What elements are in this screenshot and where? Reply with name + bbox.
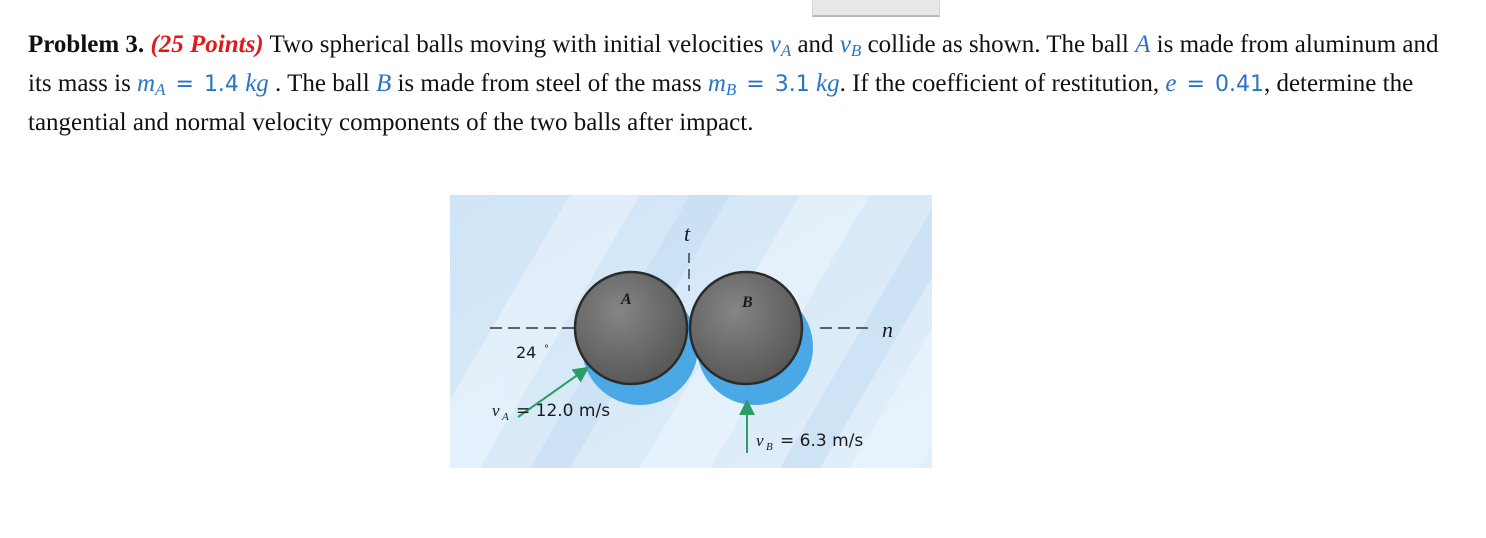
problem-statement <box>28 28 1468 139</box>
svg-text:v: v <box>492 401 500 420</box>
browser-tab-edge <box>812 0 940 17</box>
var-vb: $v_B$ <box>839 31 862 60</box>
equals-e: = <box>1186 72 1205 97</box>
problem-text-5: is made from steel of the mass <box>397 70 702 97</box>
equals-ma: = <box>175 72 194 97</box>
svg-text:= 12.0 m/s: = 12.0 m/s <box>516 401 611 421</box>
mass-a-value: 1.4 <box>203 72 239 97</box>
ball-a <box>575 272 687 384</box>
unit-kg-a: kg <box>245 70 269 97</box>
ball-a-ref: A <box>1135 31 1151 58</box>
ball-b <box>690 272 802 384</box>
svg-text:= 6.3 m/s: = 6.3 m/s <box>780 431 864 451</box>
problem-text-2: collide as shown. The ball <box>867 31 1129 58</box>
ball-b-label: B <box>742 294 753 311</box>
problem-label: Problem 3. <box>28 31 145 58</box>
angle-degree: ° <box>544 344 549 355</box>
svg-text:v: v <box>756 431 764 450</box>
equals-mb: = <box>746 72 765 97</box>
problem-points: (25 Points) <box>150 31 264 58</box>
unit-kg-b: kg <box>815 70 840 97</box>
angle-label: 24 <box>516 343 537 362</box>
problem-and: and <box>797 31 834 58</box>
restitution-value: 0.41 <box>1214 72 1264 97</box>
problem-text-4: . The ball <box>275 70 370 97</box>
svg-text:B: B <box>766 441 773 453</box>
mass-b-value: 3.1 <box>774 72 810 97</box>
svg-text:A: A <box>502 411 509 423</box>
collision-diagram <box>450 195 932 468</box>
t-axis-label: t <box>684 221 691 246</box>
problem-text-1: Two spherical balls moving with initial velocities <box>269 31 764 58</box>
var-va: $v_A$ <box>769 31 792 60</box>
problem-text-7: , determine the tangential and normal velocity components of the two balls after impact. <box>28 70 1414 136</box>
ball-a-label: A <box>621 291 632 308</box>
collision-figure <box>450 195 932 468</box>
var-mb: $m_B$ <box>707 70 737 99</box>
ball-b-ref: B <box>375 70 392 97</box>
n-axis-label: n <box>882 317 893 342</box>
var-e: e <box>1165 70 1177 97</box>
var-ma: $m_A$ <box>137 70 166 99</box>
problem-text-6: . If the coefficient of restitution, <box>839 70 1160 97</box>
problem-text-3: is made from aluminum and its mass is <box>28 31 1439 97</box>
